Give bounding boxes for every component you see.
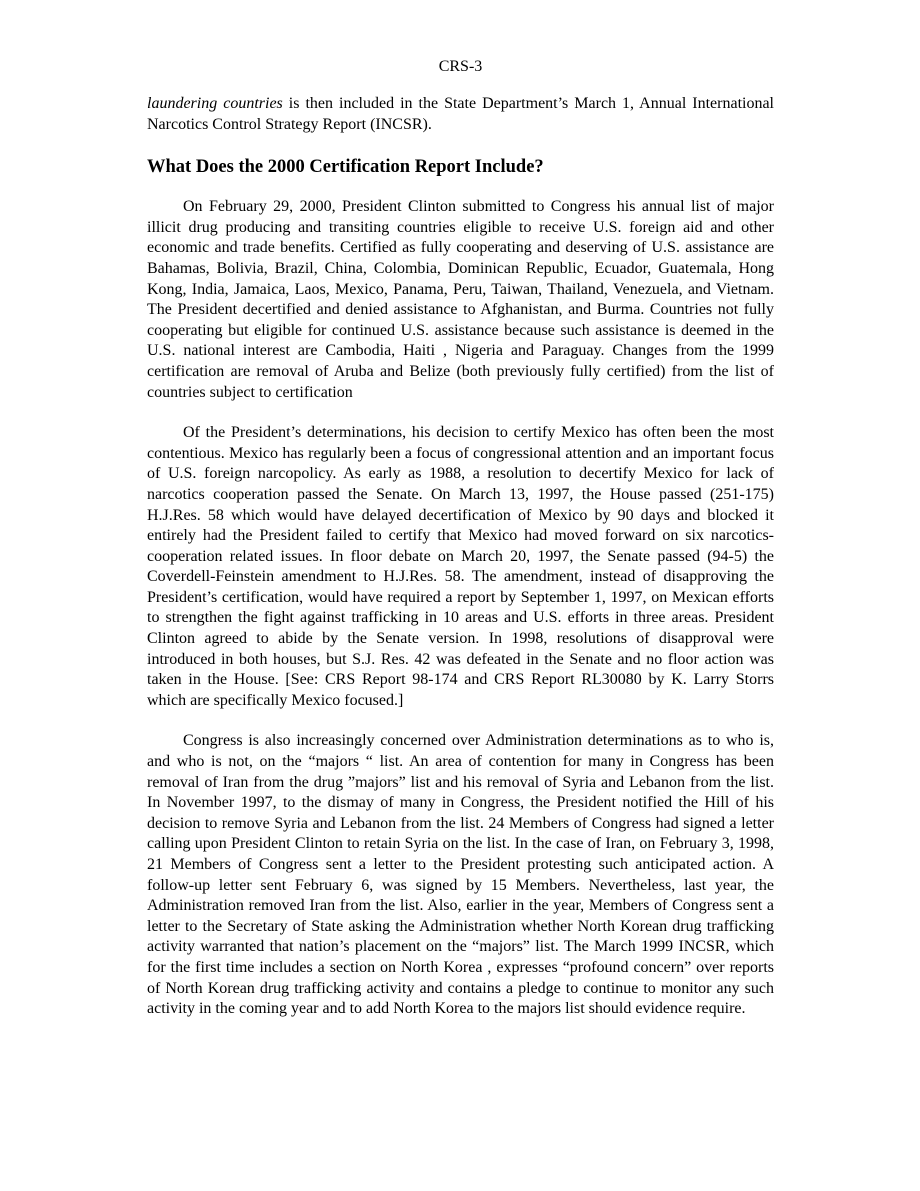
paragraph-gap xyxy=(147,711,774,731)
body-paragraph-majors-list: Congress is also increasingly concerned over Administration determinations as to who is, and who is not, on the “majors “ list. An area of contention for many in Congress has been removal of Iran from the drug ”majors” list and his removal of Syria and Lebanon from the list. In November 1997, to the dismay of many in Congress, the President notified the Hill of his decision to remove Syria and Lebanon from the list. 24 Members of Congress had signed a letter calling upon President Clinton to retain Syria on the list. In the case of Iran, on February 3, 1998, 21 Members of Congress sent a letter to the President protesting such anticipated action. A follow-up letter sent February 6, was signed by 15 Members. Nevertheless, last year, the Administration removed Iran from the list. Also, earlier in the year, Members of Congress sent a letter to the Secretary of State asking the Administration whether North Korean drug trafficking activity warranted that nation’s placement on the “majors” list. The March 1999 INCSR, which for the first time includes a section on North Korea , expresses “profound concern” over reports of North Korean drug trafficking activity and contains a pledge to continue to monitor any such activity in the coming year and to add North Korea to the majors list should evidence require. xyxy=(147,732,774,1018)
body-paragraph-certification-list: On February 29, 2000, President Clinton submitted to Congress his annual list of major illicit drug producing and transiting countries eligible to receive U.S. foreign aid and other economic and trade benefits. Certified as fully cooperating and deserving of U.S. assistance are Bahamas, Bolivia, Brazil, China, Colombia, Dominican Republic, Ecuador, Guatemala, Hong Kong, India, Jamaica, Laos, Mexico, Panama, Peru, Taiwan, Thailand, Venezuela, and Vietnam. The President decertified and denied assistance to Afghanistan, and Burma. Countries not fully cooperating but eligible for continued U.S. assistance because such assistance is deemed in the U.S. national interest are Cambodia, Haiti , Nigeria and Paraguay. Changes from the 1999 certification are removal of Aruba and Belize (both previously fully certified) from the list of countries subject to certification xyxy=(147,198,774,401)
intro-text: is then included in the State Department’s March 1, Annual International Narcotics Control Strategy Report (INCSR). xyxy=(147,95,775,133)
intro-paragraph xyxy=(147,94,774,135)
section-heading: What Does the 2000 Certification Report Include? xyxy=(147,157,544,178)
paragraph-gap xyxy=(147,403,774,423)
intro-italic-lead: laundering countries xyxy=(147,95,283,112)
page-number: CRS-3 xyxy=(438,58,483,75)
document-page xyxy=(147,0,774,1020)
body-paragraph-mexico: Of the President’s determinations, his decision to certify Mexico has often been the most contentious. Mexico has regularly been a focus of congressional attention and an important focus of U.S. foreign narcopolicy. As early as 1988, a resolution to decertify Mexico for lack of narcotics cooperation passed the Senate. On March 13, 1997, the House passed (251-175) H.J.Res. 58 which would have delayed decertification of Mexico by 90 days and blocked it entirely had the President failed to certify that Mexico had moved forward on six narcotics-cooperation related issues. In floor debate on March 20, 1997, the Senate passed (94-5) the Coverdell-Feinstein amendment to H.J.Res. 58. The amendment, instead of disapproving the President’s certification, would have required a report by September 1, 1997, on Mexican efforts to strengthen the fight against trafficking in 10 areas and U.S. efforts in three areas. President Clinton agreed to abide by the Senate version. In 1998, resolutions of disapproval were introduced in both houses, but S.J. Res. 42 was defeated in the Senate and no floor action was taken in the House. [See: CRS Report 98-174 and CRS Report RL30080 by K. Larry Storrs which are specifically Mexico focused.] xyxy=(147,424,774,709)
